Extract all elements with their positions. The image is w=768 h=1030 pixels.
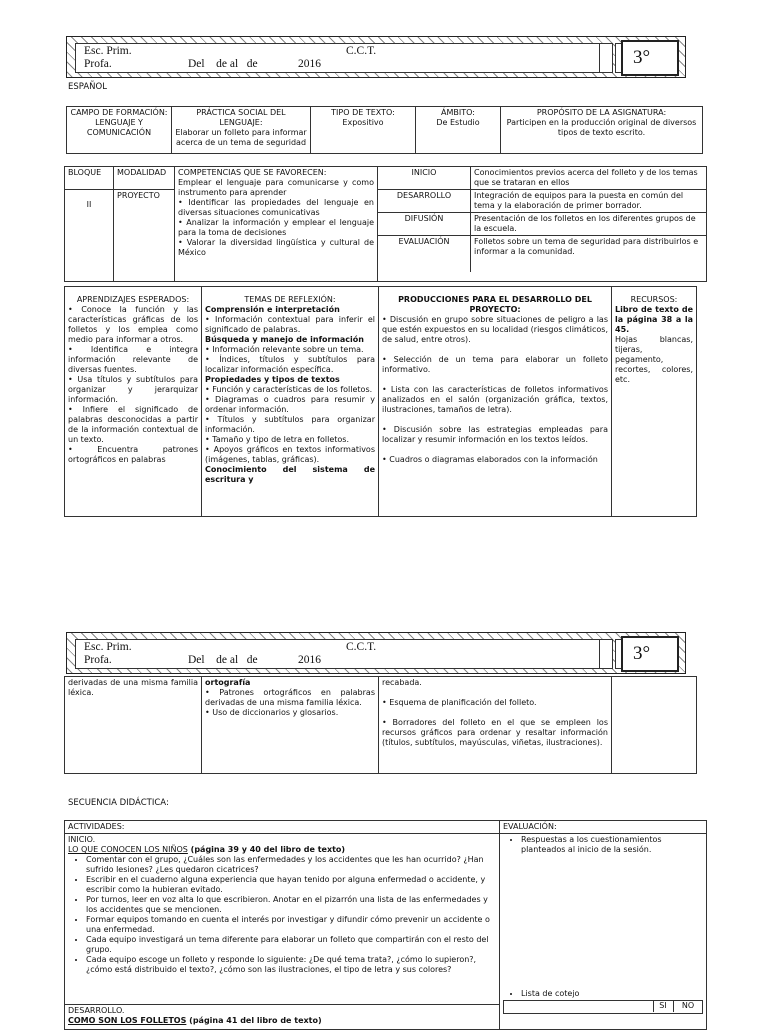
header-date: Del de al de bbox=[188, 58, 258, 70]
tema-heading: Búsqueda y manejo de información bbox=[205, 335, 364, 344]
subject-label: ESPAÑOL bbox=[68, 82, 107, 92]
recursos-libro: Libro de texto de la página 38 a la 45. bbox=[615, 305, 693, 334]
info-campo bbox=[67, 107, 172, 154]
activity-item: • Cada equipo investigará un tema diferente para elaborar un folleto que compartirán con el resto del grupo. bbox=[86, 935, 496, 955]
competencia-item: • Valorar la diversidad lingüística y cultural de México bbox=[178, 238, 374, 257]
aprendizaje-item: • Usa títulos y subtítulos para organizar y jerarquizar información. bbox=[68, 375, 198, 404]
stage-desc: Folletos sobre un tema de seguridad para distribuirlos e informar a la comunidad. bbox=[471, 236, 707, 273]
producciones-head: PRODUCCIONES PARA EL DESARROLLO DEL PROYECTO: bbox=[398, 295, 592, 314]
cont-recursos bbox=[612, 677, 697, 774]
header-year: 2016 bbox=[298, 58, 321, 70]
cont-temas bbox=[202, 677, 379, 774]
header-school: Esc. Prim. bbox=[84, 641, 132, 653]
continuation-table bbox=[64, 676, 697, 774]
header-banner-1 bbox=[66, 36, 686, 78]
competencia-item: • Identificar las propiedades del lenguaje en diversas situaciones comunicativas bbox=[178, 198, 374, 217]
header-date: Del de al de bbox=[188, 654, 258, 666]
tema-heading: Comprensión e interpretación bbox=[205, 305, 340, 314]
block-modalidad-head: MODALIDAD bbox=[114, 167, 175, 190]
produccion-item: • Borradores del folleto en el que se empleen los recursos gráficos para ordenar y resaltar información (títulos, subtítulos, mayúsculas, viñetas, ilustraciones). bbox=[382, 718, 608, 747]
activity-item: • Escribir en el cuaderno alguna experiencia que hayan tenido por alguna enfermedad o accidente, y escribir como la hubieran evitado. bbox=[86, 875, 496, 895]
tema-heading: Conocimiento del sistema de escritura y bbox=[205, 465, 375, 484]
tema-item: • Información relevante sobre un tema. bbox=[205, 345, 364, 354]
evaluation-list bbox=[503, 835, 703, 855]
produccion-item: • Discusión en grupo sobre situaciones de peligro a las que estén expuestos en su localidad (riesgos climáticos, de salud, entre otros). bbox=[382, 315, 608, 344]
sequence-activities-head: ACTIVIDADES: bbox=[65, 821, 500, 834]
recursos-materiales: Hojas blancas, tijeras, pegamento, recortes, colores, etc. bbox=[615, 335, 693, 384]
tema-item: • Títulos y subtítulos para organizar información. bbox=[205, 415, 375, 434]
info-proposito-head: PROPÓSITO DE LA ASIGNATURA: bbox=[536, 108, 667, 117]
header-school: Esc. Prim. bbox=[84, 45, 132, 57]
block-bloque-head: BLOQUE bbox=[65, 167, 114, 190]
main-producciones bbox=[379, 287, 612, 517]
header-banner-2 bbox=[66, 632, 686, 674]
tema-heading: Propiedades y tipos de textos bbox=[205, 375, 340, 384]
sequence-evaluation-head: EVALUACIÓN: bbox=[500, 821, 707, 834]
aprendizaje-item: • Conoce la función y las características gráficas de los folletos y los emplea como medio para informar a otros. bbox=[68, 305, 198, 344]
block-competencias-head: COMPETENCIAS QUE SE FAVORECEN: bbox=[178, 168, 327, 177]
tema-item: • Uso de diccionarios y glosarios. bbox=[205, 708, 339, 717]
sequence-inicio bbox=[65, 834, 500, 1005]
produccion-item: • Lista con las características de folletos informativos analizados en el salón (organización gráfica, textos, ilustraciones, tamaños de letra). bbox=[382, 385, 608, 414]
aprendizaje-item: • Identifica e integra información relevante de diversas fuentes. bbox=[68, 345, 198, 374]
produccion-item: recabada. bbox=[382, 678, 422, 687]
evaluation-item: • Lista de cotejo bbox=[521, 989, 703, 999]
block-bloque-value: II bbox=[65, 190, 114, 282]
header-teacher: Profa. bbox=[84, 654, 112, 666]
header-info-box bbox=[75, 639, 607, 669]
main-aprendizajes bbox=[65, 287, 202, 517]
evaluation-list-2 bbox=[503, 989, 703, 999]
activity-item: • Comentar con el grupo, ¿Cuáles son las enfermedades y los accidentes que les han ocurrido? ¿Han sufrido lesiones? ¿Les quedaron cicatrices? bbox=[86, 855, 496, 875]
info-practica-head: PRÁCTICA SOCIAL DEL LENGUAJE: bbox=[196, 108, 286, 127]
header-cct: C.C.T. bbox=[346, 45, 377, 57]
aprendizaje-item: • Encuentra patrones ortográficos en palabras bbox=[68, 445, 198, 464]
tema-item: • Información contextual para inferir el significado de palabras. bbox=[205, 315, 375, 334]
inicio-label: INICIO. bbox=[68, 835, 96, 844]
info-proposito bbox=[501, 107, 703, 154]
tema-item: • Patrones ortográficos en palabras derivadas de una misma familia léxica. bbox=[205, 688, 375, 707]
checklist-si: SI bbox=[653, 1001, 672, 1012]
activity-item: • Por turnos, leer en voz alta lo que escribieron. Anotar en el pizarrón una lista de las enfermedades y los accidentes que se mencionen. bbox=[86, 895, 496, 915]
aprendizaje-item: • Infiere el significado de palabras desconocidas a partir de la información contextual de un texto. bbox=[68, 405, 198, 444]
info-proposito-value: Participen en la producción original de diversos tipos de texto escrito. bbox=[506, 118, 697, 137]
block-table bbox=[64, 166, 707, 282]
produccion-item: • Esquema de planificación del folleto. bbox=[382, 698, 537, 707]
sequence-table bbox=[64, 820, 707, 1030]
tema-item: • Diagramas o cuadros para resumir y ordenar información. bbox=[205, 395, 375, 414]
stage-desc: Conocimientos previos acerca del folleto y de los temas que se trataran en ellos bbox=[471, 167, 707, 190]
tema-item: • Índices, títulos y subtítulos para localizar información específica. bbox=[205, 355, 375, 374]
info-ambito bbox=[416, 107, 501, 154]
header-grade: 3° bbox=[621, 636, 679, 672]
tema-item: • Función y características de los folletos. bbox=[205, 385, 373, 394]
competencia-item: • Analizar la información y emplear el lenguaje para la toma de decisiones bbox=[178, 218, 374, 237]
inicio-ref: (página 39 y 40 del libro de texto) bbox=[187, 845, 346, 854]
header-year: 2016 bbox=[298, 654, 321, 666]
info-ambito-head: ÁMBITO: bbox=[441, 108, 475, 117]
sequence-title: SECUENCIA DIDÁCTICA: bbox=[68, 798, 169, 808]
stage-name: INICIO bbox=[378, 167, 471, 190]
tema-heading: ortografía bbox=[205, 678, 251, 687]
main-temas bbox=[202, 287, 379, 517]
header-cct: C.C.T. bbox=[346, 641, 377, 653]
desarrollo-title-line bbox=[68, 1016, 496, 1026]
info-campo-head: CAMPO DE FORMACIÓN: bbox=[70, 108, 168, 117]
desarrollo-label: DESARROLLO. bbox=[68, 1006, 125, 1015]
activity-item: • Cada equipo escoge un folleto y responde lo siguiente: ¿De qué tema trata?, ¿cómo lo supieron?, ¿cómo está distribuido el texto?, ¿cómo son las ilustraciones, el tipo de letra y sus colores? bbox=[86, 955, 496, 975]
info-tipo-value: Expositivo bbox=[342, 118, 384, 127]
main-table bbox=[64, 286, 697, 517]
info-table bbox=[66, 106, 703, 154]
tema-item: • Apoyos gráficos en textos informativos (imágenes, tablas, gráficas). bbox=[205, 445, 375, 464]
temas-head: TEMAS DE REFLEXIÓN: bbox=[244, 295, 336, 304]
header-info-box bbox=[75, 43, 607, 73]
evaluation-item: • Respuestas a los cuestionamientos planteados al inicio de la sesión. bbox=[521, 835, 703, 855]
header-ornament bbox=[599, 639, 613, 669]
activity-item: • Formar equipos tomando en cuenta el interés por investigar y difundir cómo prevenir un accidente o una enfermedad. bbox=[86, 915, 496, 935]
info-tipo bbox=[311, 107, 416, 154]
block-competencias bbox=[175, 167, 378, 282]
checklist-no: NO bbox=[673, 1001, 702, 1012]
info-tipo-head: TIPO DE TEXTO: bbox=[331, 108, 395, 117]
desarrollo-title: COMO SON LOS FOLLETOS bbox=[68, 1016, 187, 1025]
inicio-list bbox=[68, 855, 496, 975]
stage-name: EVALUACIÓN bbox=[378, 236, 471, 273]
stage-desc: Presentación de los folletos en los diferentes grupos de la escuela. bbox=[471, 213, 707, 236]
stage-name: DIFUSIÓN bbox=[378, 213, 471, 236]
info-practica bbox=[172, 107, 311, 154]
competencia-item: Emplear el lenguaje para comunicarse y como instrumento para aprender bbox=[178, 178, 374, 197]
stage-desc: Integración de equipos para la puesta en común del tema y la elaboración de primer borrador. bbox=[471, 190, 707, 213]
sequence-desarrollo bbox=[65, 1005, 500, 1030]
inicio-title: LO QUE CONOCEN LOS NIÑOS bbox=[68, 845, 188, 854]
cont-aprendizajes: derivadas de una misma familia léxica. bbox=[65, 677, 202, 774]
aprendizajes-head: APRENDIZAJES ESPERADOS: bbox=[76, 295, 190, 304]
header-ornament bbox=[599, 43, 613, 73]
recursos-head: RECURSOS: bbox=[630, 295, 678, 304]
checklist-row bbox=[503, 1000, 703, 1014]
inicio-title-line bbox=[68, 845, 496, 855]
info-campo-value: LENGUAJE Y COMUNICACIÓN bbox=[86, 118, 152, 137]
info-practica-value: Elaborar un folleto para informar acerca de un tema de seguridad bbox=[175, 128, 307, 147]
produccion-item: • Cuadros o diagramas elaborados con la información bbox=[382, 455, 598, 464]
tema-item: • Tamaño y tipo de letra en folletos. bbox=[205, 435, 349, 444]
block-modalidad-value: PROYECTO bbox=[114, 190, 175, 282]
stage-name: DESARROLLO bbox=[378, 190, 471, 213]
header-teacher: Profa. bbox=[84, 58, 112, 70]
cont-producciones bbox=[379, 677, 612, 774]
desarrollo-ref: (página 41 del libro de texto) bbox=[186, 1016, 322, 1025]
produccion-item: • Selección de un tema para elaborar un folleto informativo. bbox=[382, 355, 608, 374]
main-recursos bbox=[612, 287, 697, 517]
header-grade: 3° bbox=[621, 40, 679, 76]
block-stages bbox=[378, 167, 707, 282]
info-ambito-value: De Estudio bbox=[436, 118, 480, 127]
sequence-evaluation bbox=[500, 834, 707, 1030]
produccion-item: • Discusión sobre las estrategias empleadas para localizar y resumir información en los textos leídos. bbox=[382, 425, 608, 444]
